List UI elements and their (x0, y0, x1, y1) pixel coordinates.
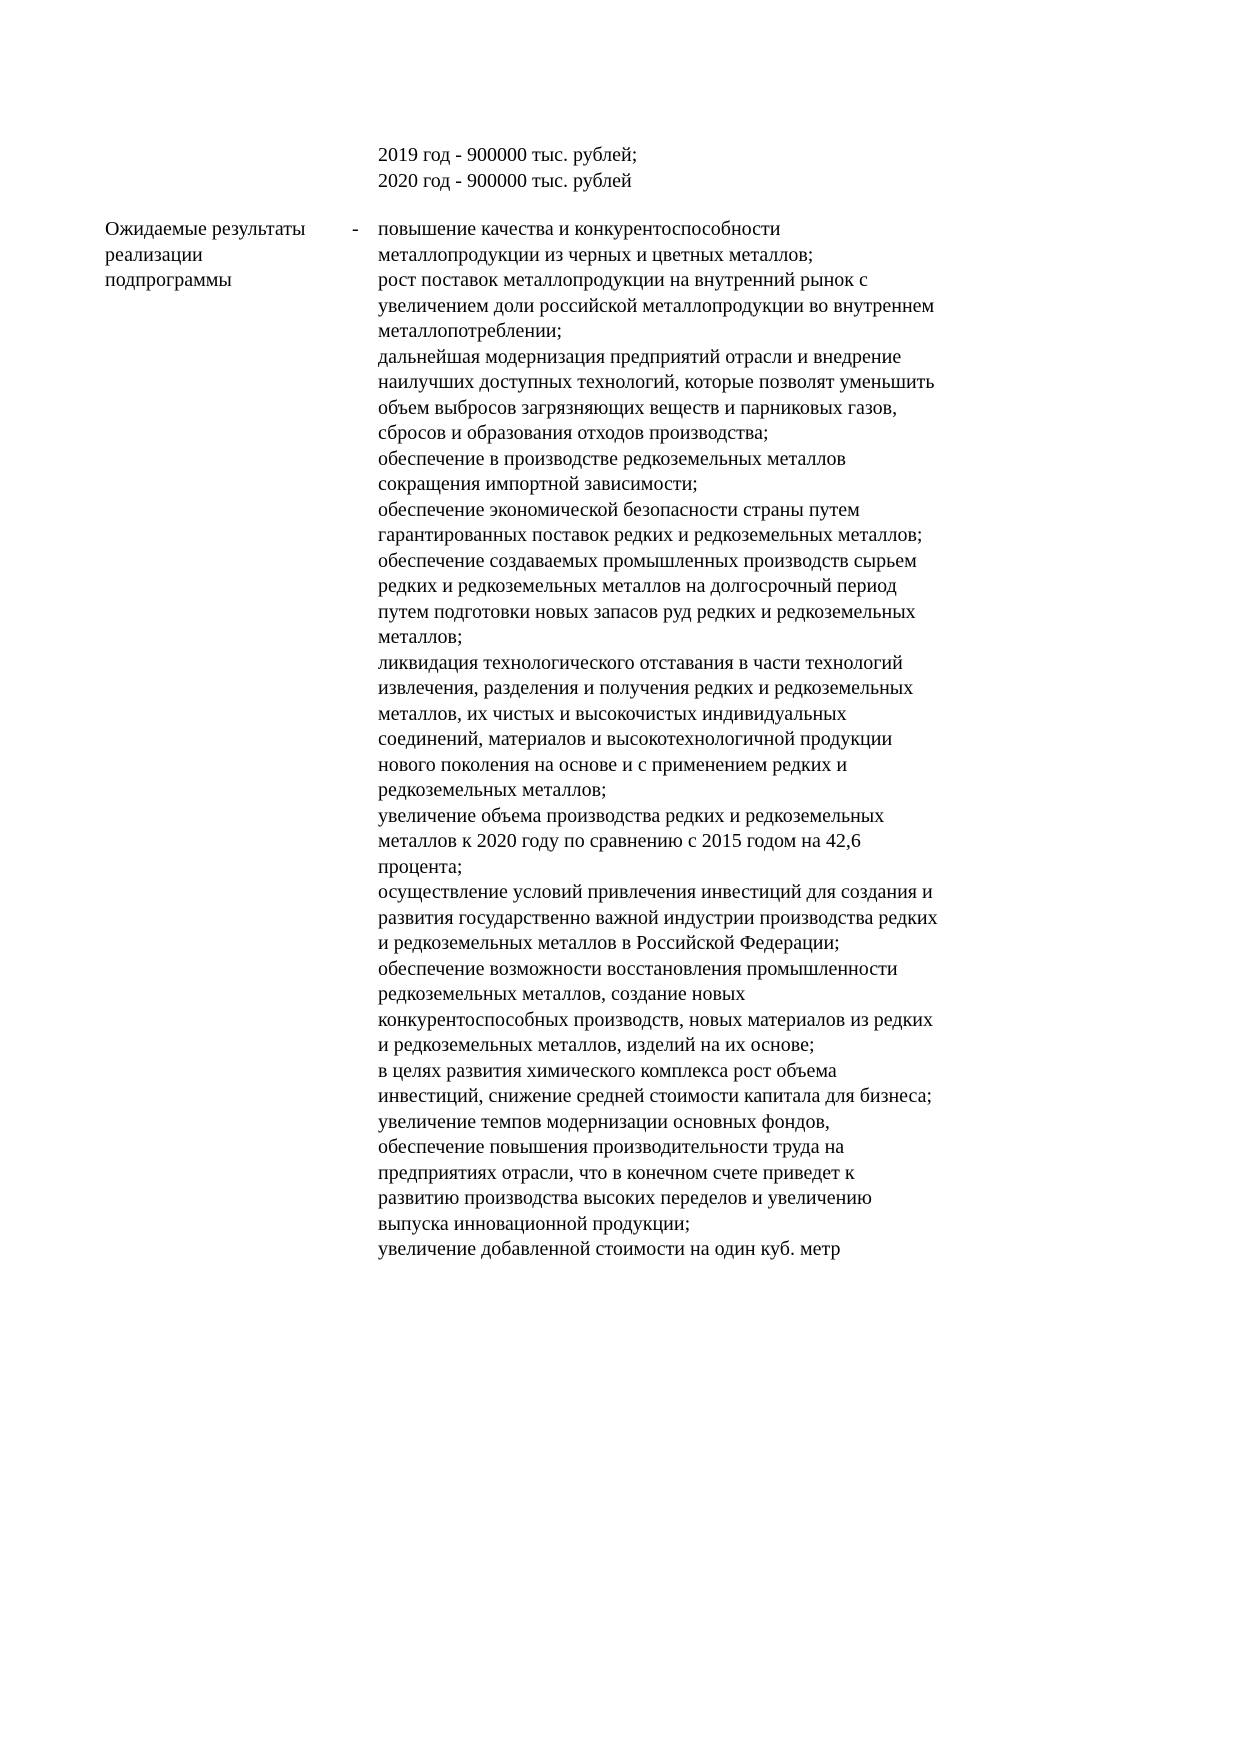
expected-results-label-line: подпрограммы (105, 269, 232, 291)
expected-results-content (378, 217, 940, 1263)
expected-results-label-line: Ожидаемые результаты (105, 218, 306, 240)
result-item: ликвидация технологического отставания в части технологий извлечения, разделения и получения редких и редкоземельных металлов, их чистых и высокочистых индивидуальных соединений, материалов и высокотехнологичной продукции нового поколения на основе и с применением редких и редкоземельных металлов; (378, 651, 914, 801)
result-item: обеспечение в производстве редкоземельных металлов сокращения импортной зависимости; (378, 447, 846, 495)
expected-results-label (105, 217, 345, 294)
expected-results-row (0, 217, 1240, 1263)
result-item: увеличение объема производства редких и редкоземельных металлов к 2020 году по сравнению с 2015 годом на 42,6 процента; (378, 804, 885, 878)
result-item: рост поставок металлопродукции на внутренний рынок с увеличением доли российской металлопродукции во внутреннем металлопотреблении; (378, 269, 935, 342)
result-item: повышение качества и конкурентоспособности металлопродукции из черных и цветных металлов; (378, 218, 814, 266)
result-item: осуществление условий привлечения инвестиций для создания и развития государственно важной индустрии производства редких и редкоземельных металлов в Российской Федерации; (378, 881, 938, 954)
result-item: обеспечение возможности восстановления промышленности редкоземельных металлов, создание новых конкурентоспособных производств, новых материалов из редких и редкоземельных металлов, изделий на их основе; (378, 957, 934, 1056)
result-item: обеспечение создаваемых промышленных производств сырьем редких и редкоземельных металлов на долгосрочный период путем подготовки новых запасов руд редких и редкоземельных металлов; (378, 549, 917, 648)
funding-year-line: 2020 год - 900000 тыс. рублей (378, 169, 632, 192)
expected-results-label-line: реализации (105, 243, 203, 266)
result-item: дальнейшая модернизация предприятий отрасли и внедрение наилучших доступных технологий, которые позволят уменьшить объем выбросов загрязняющих веществ и парниковых газов, сбросов и образования отходов производства; (378, 345, 935, 444)
dash-separator: - (352, 218, 359, 240)
result-item: увеличение темпов модернизации основных фондов, обеспечение повышения производительности труда на предприятиях отрасли, что в конечном счете приведет к развитию производства высоких переделов и увеличению выпуска инновационной продукции; (378, 1110, 872, 1235)
funding-years-block (378, 0, 940, 194)
result-item: в целях развития химического комплекса рост объема инвестиций, снижение средней стоимости капитала для бизнеса; (378, 1059, 933, 1107)
funding-year-line: 2019 год - 900000 тыс. рублей; (378, 144, 638, 166)
result-item: увеличение добавленной стоимости на один куб. метр (378, 1238, 841, 1260)
result-item: обеспечение экономической безопасности страны путем гарантированных поставок редких и редкоземельных металлов; (378, 498, 923, 546)
